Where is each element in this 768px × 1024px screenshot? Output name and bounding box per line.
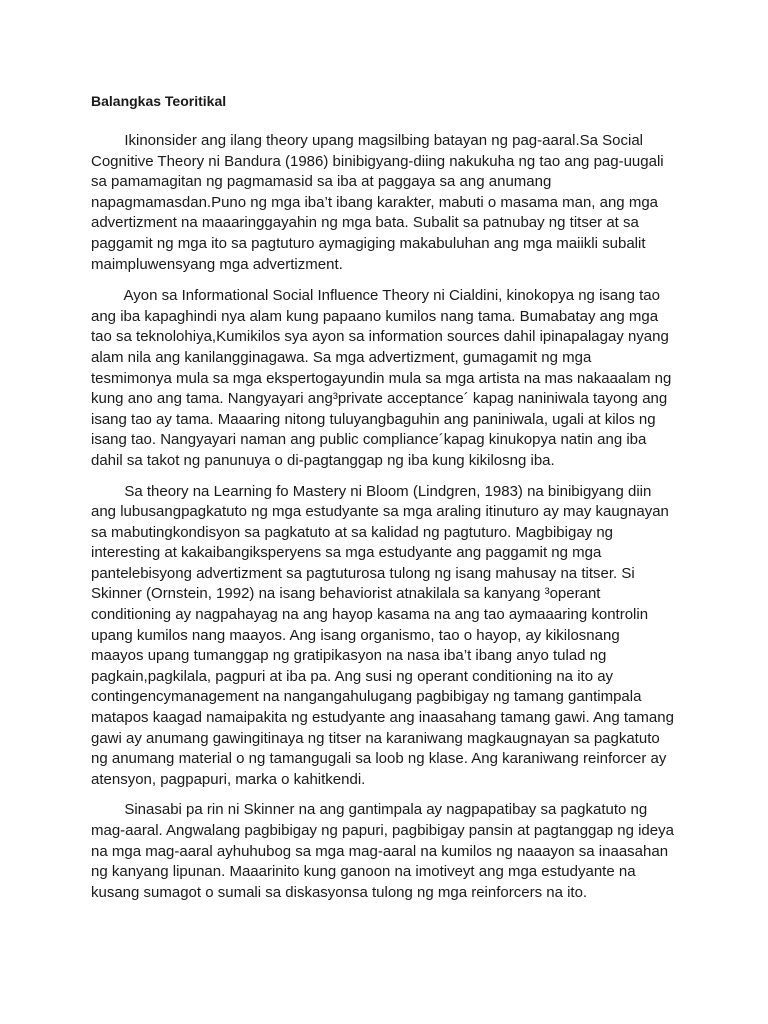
- paragraph-line: Ayon sa Informational Social Influence Theory ni Cialdini, kinokopya ng isang tao: [91, 287, 660, 305]
- paragraph-line: alam nila ang kanilangginagawa. Sa mga advertizment, gumagamit ng mga: [91, 348, 592, 366]
- paragraph-line: mag-aaral. Angwalang pagbibigay ng papuri, pagbibigay pansin at pagtanggap ng ideya: [91, 822, 674, 839]
- paragraph-line: kusang sumagot o sumali sa diskasyonsa tulong ng mga reinforcers na ito.: [91, 883, 588, 901]
- paragraph-line: maimpluwensyang mga advertizment.: [91, 255, 343, 273]
- paragraph-line: ang iba kapaghindi nya alam kung papaano kumilos nang tama. Bumabatay ang mga: [91, 307, 659, 325]
- paragraph-line: paggamit ng mga ito sa pagtuturo aymagiging makabuluhan ang mga maiikli subalit: [91, 234, 646, 252]
- paragraph-social-cognitive: [91, 131, 678, 275]
- paragraph-mastery-learning: [91, 482, 678, 791]
- paragraph-line: maayos upang tumanggap ng gratipikasyon na nasa iba’t ibang anyo tulad ng: [91, 647, 607, 665]
- paragraph-line: ng anumang material o ng tamangugali sa loob ng klase. Ang karaniwang reinforcer ay: [91, 750, 667, 768]
- paragraph-line: Skinner (Ornstein, 1992) na isang behaviorist atnakilala sa kanyang ³operant: [91, 585, 601, 603]
- paragraph-line: sa mabutingkondisyon sa pagkatuto at sa kalidad ng pagtuturo. Magbibigay ng: [91, 523, 614, 541]
- paragraph-line: tao sa teknolohiya,Kumikilos sya ayon sa information sources dahil ipinapalagay nyang: [91, 328, 669, 346]
- paragraph-line: Cognitive Theory ni Bandura (1986) binibigyang-diing nakukuha ng tao ang pag-uugali: [91, 152, 664, 170]
- paragraph-line: napagmamasdan.Puno ng mga iba’t ibang karakter, mabuti o masama man, ang mga: [91, 193, 658, 211]
- paragraph-line: pantelebisyong advertizment sa pagtuturosa tulong ng isang mahusay na titser. Si: [91, 564, 635, 582]
- paragraph-line: dahil sa takot ng panunuya o di-pagtanggap ng iba kung kikilosng iba.: [91, 451, 555, 469]
- paragraph-line: na mga mag-aaral ayhuhubog sa mga mag-aaral na kumilos ng naaayon sa inaasahan: [91, 842, 669, 860]
- paragraph-line: conditioning ay nagpahayag na ang hayop kasama na ang tao aymaaaring kontrolin: [91, 606, 649, 624]
- paragraph-line: isang tao. Nangyayari naman ang public compliance´kapag kinukopya natin ang iba: [91, 431, 647, 449]
- paragraph-line: matapos kaagad namaipakita ng estudyante ang inaasahang tamang gawi. Ang tamang: [91, 709, 674, 727]
- paragraph-line: Sinasabi pa rin ni Skinner na ang gantimpala ay nagpapatibay sa pagkatuto ng: [91, 801, 648, 819]
- paragraph-line: gawi ay anumang gawingitinaya ng titser na karaniwang magkaugnayan sa pagkatuto: [91, 729, 660, 747]
- paragraph-line: kung ano ang tama. Nangyayari ang³private acceptance´ kapag naniniwala tayong ang: [91, 390, 668, 408]
- paragraph-social-influence: [91, 286, 678, 471]
- paragraph-line: sa pamamagitan ng pagmamasid sa iba at paggaya sa ang anumang: [91, 173, 552, 191]
- paragraph-line: atensyon, pagpapuri, marka o kahitkendi.: [91, 770, 366, 788]
- paragraph-line: upang kumilos nang maayos. Ang isang organismo, tao o hayop, ay kikilosnang: [91, 626, 620, 644]
- paragraph-line: tesmimonya mula sa mga ekspertogayundin mula sa mga artista na mas nakaaalam ng: [91, 369, 672, 387]
- paragraph-line: interesting at kakaibangiksperyens sa mga estudyante ang paggamit ng mga: [91, 544, 602, 562]
- paragraph-line: Sa theory na Learning fo Mastery ni Bloom (Lindgren, 1983) na binibigyang diin: [91, 482, 652, 500]
- paragraph-line: Ikinonsider ang ilang theory upang magsilbing batayan ng pag-aaral.Sa Social: [91, 132, 644, 149]
- document-heading: Balangkas Teoritikal: [91, 93, 227, 109]
- paragraph-line: contingencymanagement na nangangahulugang pagbibigay ng tamang gantimpala: [91, 688, 642, 706]
- paragraph-line: pagkain,pagkilala, pagpuri at iba pa. Ang susi ng operant conditioning na ito ay: [91, 667, 614, 685]
- paragraph-line: ng kanyang lipunan. Maaarinito kung ganoon na imotiveyt ang mga estudyante na: [91, 863, 636, 881]
- paragraph-line: advertizment na maaaringgayahin ng mga bata. Subalit sa patnubay ng titser at sa: [91, 214, 639, 232]
- paragraph-line: ang lubusangpagkatuto ng mga estudyante sa mga araling itinuturo ay may kaugnayan: [91, 503, 669, 521]
- paragraph-skinner-reinforcement: [91, 800, 678, 903]
- paragraph-line: isang tao ay tama. Maaaring nitong tuluyangbaguhin ang paniniwala, ugali at kilos ng: [91, 410, 656, 428]
